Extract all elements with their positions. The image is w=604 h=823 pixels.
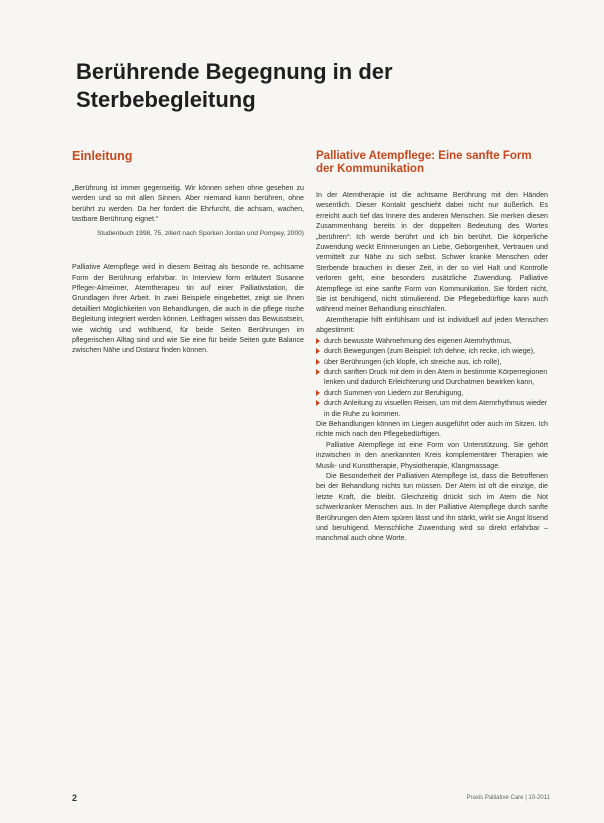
body-paragraph-3: Die Behandlungen können im Liegen ausgeführt oder auch im Sitzen. Ich richte mich nach den Pflegebedürftigen. — [316, 419, 548, 439]
body-paragraph-5: Die Besonderheit der Palliativen Atempflege ist, dass die Betroffenen bei der Behandlung nichts tun müssen. Der Atem ist oft die einzige, die letzte Kraft, die bleibt. Gleichzeitig drückt sich im Atem die Not schwerkranker Menschen aus. In der Palliative Atempflege durch sanfte Berührungen den Atem spüren lässt und ihn stärkt, wirkt sie Angst lösend und beruhigend. Menschliche Zuwendung wird so direkt erfahrbar – manchmal auch ohne Worte. — [316, 471, 548, 543]
intro-body — [72, 262, 304, 356]
list-item-text: durch bewusste Wahrnehmung des eigenen Atemrhythmus, — [324, 336, 512, 345]
list-item — [316, 336, 548, 346]
page-number: 2 — [72, 793, 78, 803]
list-item-text: durch sanften Druck mit dem in den Atem in bestimmte Körperregionen lenken und dadurch Erleichterung und Durchatmen bewirken kann, — [324, 367, 548, 387]
list-item-text: durch Summen von Liedern zur Beruhigung, — [324, 388, 464, 397]
list-item-text: durch Anleitung zu visuellen Reisen, um mit dem Atemrhythmus wieder in die Ruhe zu kommen. — [324, 399, 548, 418]
triangle-bullet-icon — [316, 348, 320, 354]
method-list — [316, 336, 548, 419]
section-heading-einleitung: Einleitung — [72, 149, 133, 163]
body-paragraph-2: Atemtherapie hilft einfühlsam und ist individuell auf jeden Menschen abgestimmt: — [316, 315, 548, 335]
section-heading-atempflege: Palliative Atempflege: Eine sanfte Form der Kommunikation — [316, 150, 532, 175]
triangle-bullet-icon — [316, 400, 320, 406]
list-item-text: über Berührungen (ich klopfe, ich streiche aus, ich rolle), — [324, 357, 502, 366]
quote-block — [72, 183, 304, 238]
list-item — [316, 398, 548, 419]
article-title: Berührende Begegnung in der Sterbebegleitung — [76, 59, 393, 112]
intro-paragraph: Palliative Atempflege wird in diesem Beitrag als besonde re, achtsame Form der Berührung erfahrbar. In Interview form erläutert Susanne Pfleger-Almeimer, Atemtherapeu tin auf einer Palliativstation, die Grundlagen ihrer Arbeit. In zwei Beispiele eingebettet, zeigt sie Ihnen detailliert Möglichkeiten von Behandlungen, die auch in die pflege rische Begleitung integriert werden können. Leitfragen wissen das Bewusstsein, wie wichtig und wohltuend, für beide Seiten Berührungen im pflegerischen Alltag sind und wie Sie eine für beide Seiten gute Balance zwischen Nähe und Distanz finden können. — [72, 263, 304, 355]
body-paragraph-1: In der Atemtherapie ist die achtsame Berührung mit den Händen wesentlich. Dieser Kontakt geschieht dabei nicht nur äußerlich. Es erreicht auch tief das Innere des anderen Menschen. Sie merken diesen Zusammenhang bereits in der doppelten Bedeutung des Wortes „berühren“: Ich werde berührt und ich bin berührt. Die körperliche Zuwendung weckt Erinnerungen an Liebe, Geborgenheit, Vertrauen und vermittelt zur Nähe zu sich selbst. Schwer kranke Menschen oder Sterbende brauchen in dieser Zeit, in der so viel Halt und Kontrolle verloren geht, eine besonders zusätzliche Zuwendung. Palliative Atempflege ist eine sanfte Form von Kommunikation. Sie fördert nicht, Sie ist beruhigend, nicht stimulierend. Die Pflegebedürftige kann auch während meiner Behandlung einschlafen. — [316, 191, 548, 314]
left-column — [72, 150, 304, 356]
journal-footer: Praxis Palliative Care | 10-2011 — [466, 795, 550, 801]
triangle-bullet-icon — [316, 338, 320, 344]
quote-source: Studienbuch 1998, 75, zitiert nach Sporken Jordan und Pompey, 2000) — [97, 229, 304, 237]
quote-text: „Berührung ist immer gegenseitig. Wir können sehen ohne gesehen zu werden und so mit allen Sinnen. Aber niemand kann berühren, ohne berührt zu werden. Da her fordert die Ehrfurcht, die achsam, wachen, tastbare Berührung eignet.“ — [72, 184, 304, 224]
list-item — [316, 346, 548, 356]
triangle-bullet-icon — [316, 390, 320, 396]
right-column — [316, 150, 548, 544]
triangle-bullet-icon — [316, 359, 320, 365]
list-item — [316, 367, 548, 388]
list-item — [316, 357, 548, 367]
body-paragraph-4: Palliative Atempflege ist eine Form von Unterstützung. Sie gehört inzwischen in den anerkannten Kreis komplementärer Therapien wie Musik- und Kunsttherapie, Physiotherapie, Klangmassage. — [316, 440, 548, 470]
list-item-text: durch Bewegungen (zum Beispiel: Ich dehne, ich recke, ich wiege), — [324, 347, 535, 356]
triangle-bullet-icon — [316, 369, 320, 375]
list-item — [316, 388, 548, 398]
